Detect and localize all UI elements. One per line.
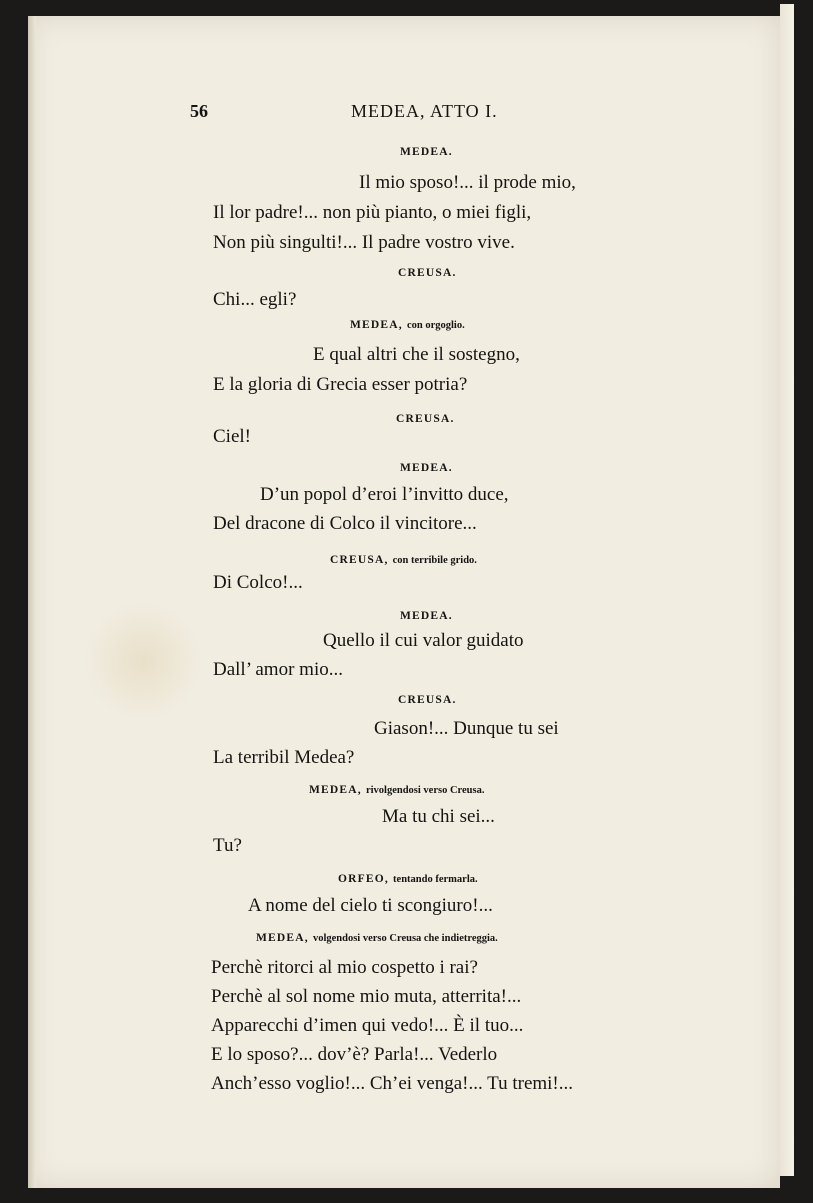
stage-direction: tentando fermarla. — [393, 874, 478, 885]
speaker-name: MEDEA. — [400, 610, 453, 622]
speaker-heading — [256, 931, 498, 946]
verse-line: Non più singulti!... Il padre vostro vive. — [213, 232, 515, 253]
speaker-name: CREUSA, — [330, 554, 389, 566]
verse-line: Ciel! — [213, 426, 251, 447]
foxing-stain — [83, 601, 203, 721]
verse-line: Chi... egli? — [213, 289, 297, 310]
speaker-heading — [350, 318, 465, 333]
speaker-heading — [400, 609, 453, 623]
verse-line: Il mio sposo!... il prode mio, — [359, 172, 576, 193]
verse-line: A nome del cielo ti scongiuro!... — [248, 895, 493, 916]
verse-line: La terribil Medea? — [213, 747, 355, 768]
verse-line: E lo sposo?... dov’è? Parla!... Vederlo — [211, 1044, 498, 1065]
next-page-edge — [780, 4, 794, 1176]
speaker-heading — [400, 145, 453, 159]
speaker-heading — [396, 412, 455, 426]
speaker-name: MEDEA. — [400, 462, 453, 474]
speaker-name: CREUSA. — [398, 267, 457, 279]
verse-line: Di Colco!... — [213, 572, 303, 593]
verse-line: E qual altri che il sostegno, — [313, 344, 520, 365]
speaker-heading — [398, 693, 457, 707]
running-title: MEDEA, ATTO I. — [351, 101, 498, 121]
stage-direction: rivolgendosi verso Creusa. — [365, 785, 485, 796]
speaker-name: MEDEA, — [350, 319, 403, 331]
page-gutter-shadow — [28, 16, 36, 1188]
stage-direction: volgendosi verso Creusa che indietreggia. — [312, 933, 498, 944]
speaker-name: CREUSA. — [396, 413, 455, 425]
verse-line: Del dracone di Colco il vincitore... — [213, 513, 477, 534]
verse-line: Tu? — [213, 835, 242, 856]
verse-line: Dall’ amor mio... — [213, 659, 343, 680]
verse-line: Giason!... Dunque tu sei — [374, 718, 559, 739]
speaker-name: ORFEO, — [338, 873, 389, 885]
speaker-name: MEDEA. — [400, 146, 453, 158]
speaker-name: CREUSA. — [398, 694, 457, 706]
speaker-heading — [400, 461, 453, 475]
speaker-heading — [398, 266, 457, 280]
speaker-name: MEDEA, — [256, 932, 309, 944]
stage-direction: con terribile grido. — [392, 555, 477, 566]
verse-line: Il lor padre!... non più pianto, o miei figli, — [213, 202, 532, 223]
speaker-heading — [338, 872, 478, 887]
speaker-heading — [309, 783, 484, 798]
verse-line: D’un popol d’eroi l’invitto duce, — [260, 484, 509, 505]
page-number: 56 — [190, 101, 208, 121]
verse-line: E la gloria di Grecia esser potria? — [213, 374, 468, 395]
verse-line: Perchè ritorci al mio cospetto i rai? — [211, 957, 478, 978]
verse-line: Apparecchi d’imen qui vedo!... È il tuo... — [211, 1015, 524, 1036]
verse-line: Anch’esso voglio!... Ch’ei venga!... Tu tremi!... — [211, 1073, 574, 1094]
stage-direction: con orgoglio. — [406, 320, 465, 331]
verse-line: Perchè al sol nome mio muta, atterrita!... — [211, 986, 522, 1007]
verse-line: Quello il cui valor guidato — [323, 630, 524, 651]
verse-line: Ma tu chi sei... — [382, 806, 495, 827]
speaker-name: MEDEA, — [309, 784, 362, 796]
speaker-heading — [330, 553, 477, 568]
